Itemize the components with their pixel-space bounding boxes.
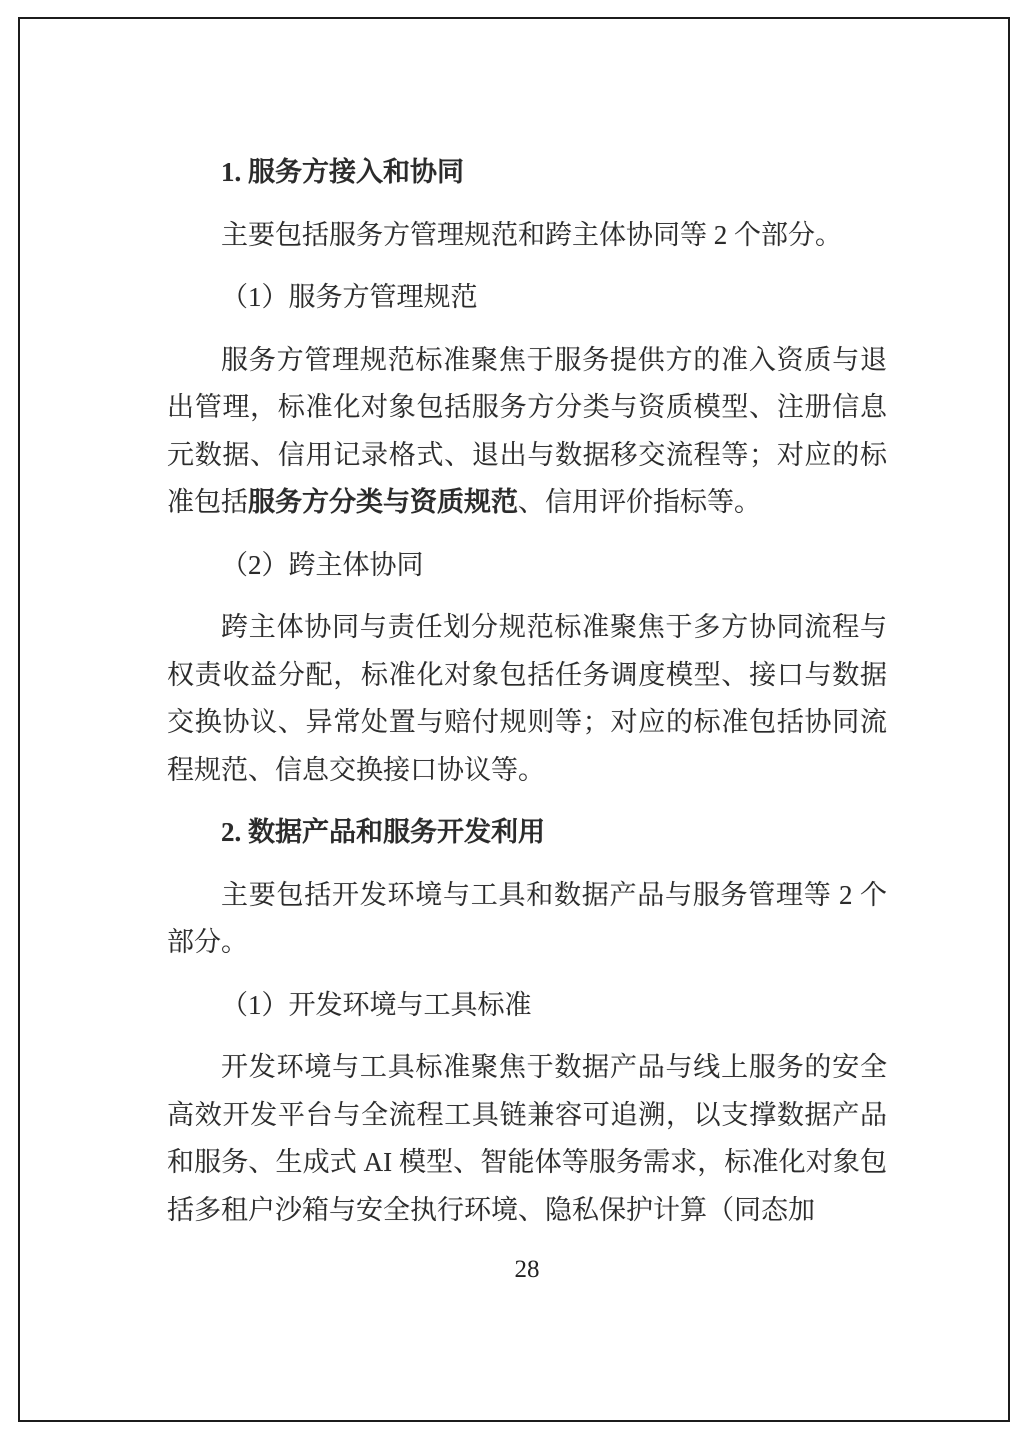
text-segment: （1）开发环境与工具标准 <box>221 989 532 1020</box>
text-segment: 主要包括开发环境与工具和数据产品与服务管理等 2 个部分。 <box>167 879 887 957</box>
bold-text-segment: 2. 数据产品和服务开发利用 <box>221 817 545 847</box>
paragraph-dev-environment <box>167 1044 887 1234</box>
page-content <box>167 149 887 1234</box>
bold-text-segment: 1. 服务方接入和协同 <box>221 157 464 187</box>
section-heading-2 <box>167 809 887 857</box>
text-segment: 服务方管理规范标准聚焦于服务提供方的准入资质与退出管理，标准化对象包括服务方分类与资质模型、注册信息元数据、信用记录格式、退出与数据移交流程等；对应的标准包括 <box>167 344 887 517</box>
text-segment: 、信用评价指标等。 <box>518 487 761 517</box>
text-segment: 开发环境与工具标准聚焦于数据产品与线上服务的安全高效开发平台与全流程工具链兼容可追溯，以支撑数据产品和服务、生成式 AI 模型、智能体等服务需求，标准化对象包括多租户沙箱与安全执行环境、隐私保护计算（同态加 <box>167 1052 887 1225</box>
section-heading-1 <box>167 149 887 197</box>
paragraph-cross-entity <box>167 604 887 794</box>
subheading-1-1 <box>167 274 887 322</box>
text-segment: （2）跨主体协同 <box>221 549 424 580</box>
paragraph-service-management <box>167 337 887 527</box>
text-segment: （1）服务方管理规范 <box>221 282 478 312</box>
subheading-1-2 <box>167 542 887 590</box>
page-number: 28 <box>514 1256 540 1283</box>
text-segment: 主要包括服务方管理规范和跨主体协同等 2 个部分。 <box>221 219 842 250</box>
text-segment: 跨主体协同与责任划分规范标准聚焦于多方协同流程与权责收益分配，标准化对象包括任务调度模型、接口与数据交换协议、异常处置与赔付规则等；对应的标准包括协同流程规范、信息交换接口协议等。 <box>167 612 887 785</box>
paragraph-section1-intro <box>167 212 887 260</box>
bold-text-segment: 服务方分类与资质规范 <box>248 487 518 517</box>
paragraph-section2-intro <box>167 872 887 967</box>
subheading-2-1 <box>167 982 887 1030</box>
